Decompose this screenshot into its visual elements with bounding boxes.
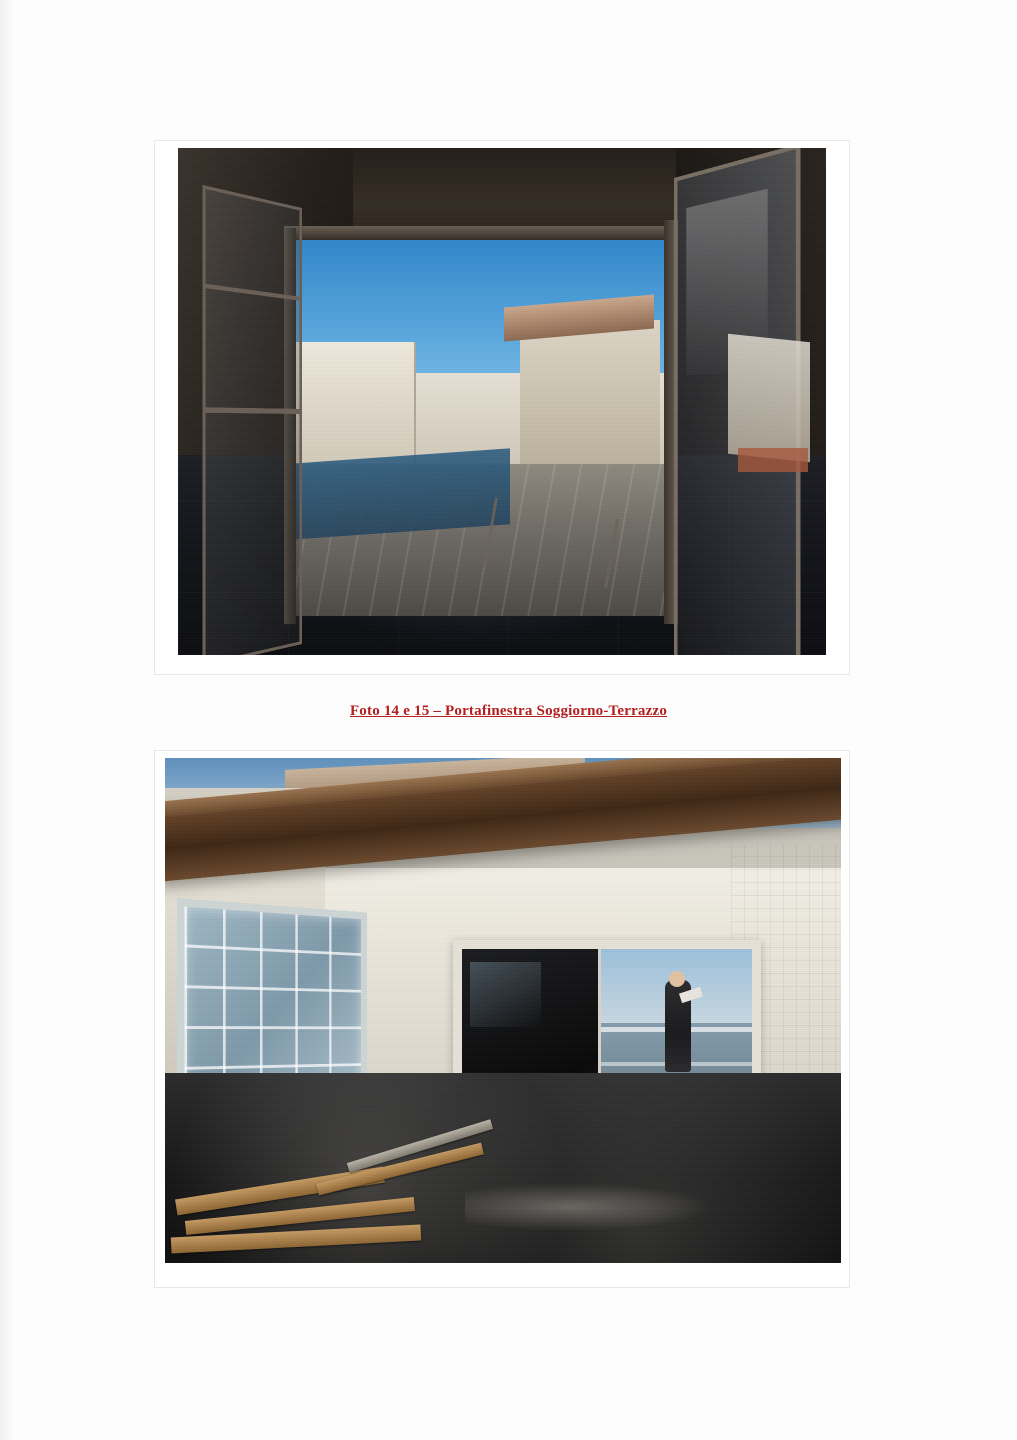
interior-object-right-secondary (738, 448, 808, 472)
door-leaf-left-mullion (206, 407, 300, 414)
door-leaf-left-mullion-upper (206, 284, 300, 301)
door-leaf-left (202, 185, 302, 655)
building-right (520, 320, 660, 480)
blue-tarp (290, 449, 510, 540)
photo-foto-15 (165, 758, 841, 1263)
doorway-opening (290, 236, 670, 616)
scan-edge-shadow (0, 0, 14, 1440)
door-frame-top (284, 226, 678, 240)
glass-reflection (470, 962, 541, 1027)
photo-caption: Foto 14 e 15 – Portafinestra Soggiorno-Terrazzo (349, 703, 668, 719)
reflected-person-head (669, 971, 685, 987)
photo-foto-14 (178, 148, 826, 655)
interior-object-right (728, 334, 810, 463)
photo-foto-14-frame (155, 141, 849, 674)
photo-foto-15-frame (155, 751, 849, 1287)
construction-debris (465, 1181, 725, 1233)
